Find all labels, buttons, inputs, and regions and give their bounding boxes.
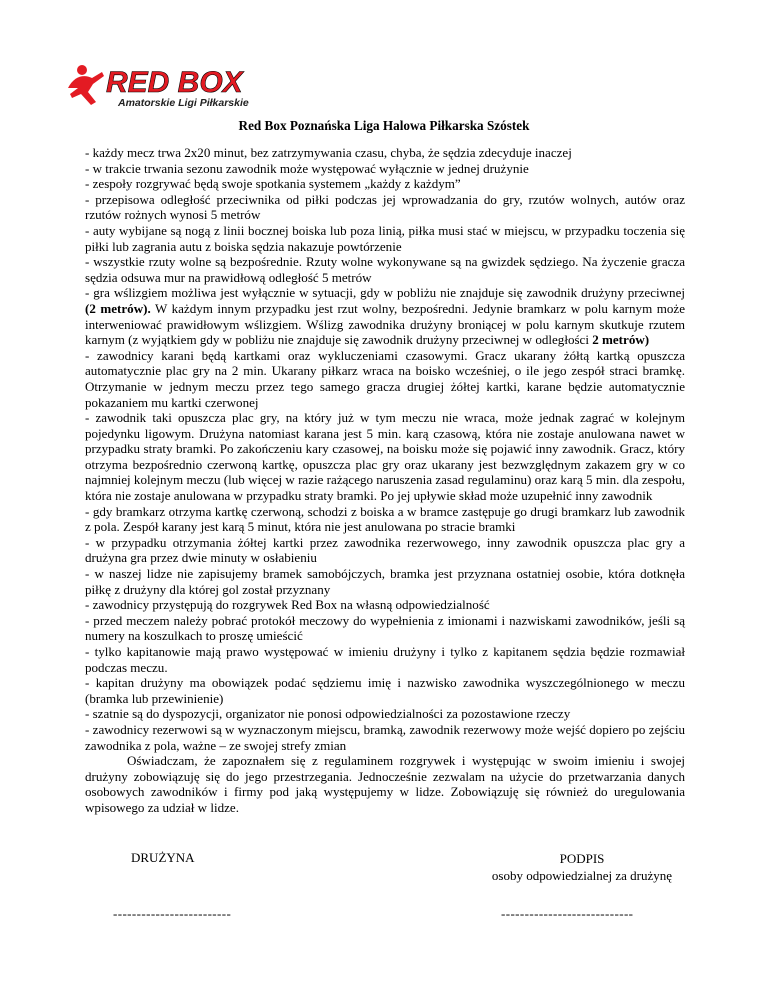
- rule-slide-bold: 2 metrów): [592, 332, 650, 348]
- rule-item: - zawodnik taki opuszcza plac gry, na który już w tym meczu nie wraca, może jednak zagrać w kolejnym pojedynku ligowym. Drużyna natomiast karana jest 5 min. karą czasową, która nie zostaje anulowana nawet w przypadku straty bramki. Po zakończeniu kary czasowej, na boisku może się pojawić inny zawodnik. Gracz, który otrzyma bezpośrednio czerwoną kartkę, opuszcza plac gry oraz ukarany jest bezwzględnym zakazem gry w co najmniej kolejnym meczu (lub więcej w razie rażącego naruszenia zasad regulaminu) oraz karą 5 min. dla zespołu, która nie zostaje anulowana w przypadku straty bramki. Po jej upływie skład może uzupełnić inny zawodnik: [85, 410, 685, 504]
- declaration: Oświadczam, że zapoznałem się z regulaminem rozgrywek i występując w swoim imieniu i swojej drużyny zobowiązuję się do jego przestrzegania. Jednocześnie zezwalam na użycie do przetwarzania danych osobowych zawodników i firmy pod jaką występujemy w lidze. Zobowiązuję się również do uregulowania wpisowego za udział w lidze.: [85, 753, 685, 815]
- rule-item: - w naszej lidze nie zapisujemy bramek samobójczych, bramka jest przyznana ostatniej osobie, która dotknęła piłkę z drużyny dla której gol został przyznany: [85, 566, 685, 597]
- rule-item: - przepisowa odległość przeciwnika od piłki podczas jej wprowadzania do gry, rzutów wolnych, autów oraz rzutów rożnych wynosi 5 metrów: [85, 191, 685, 223]
- rule-slide-text: - gra wślizgiem możliwa jest wyłącznie w sytuacji, gdy w pobliżu nie znajduje się zawodnik drużyny przeciwnej: [85, 285, 685, 301]
- responsible-signature-line: ----------------------------: [501, 906, 634, 921]
- team-signature-line: -------------------------: [113, 906, 232, 921]
- rule-item-slide: [85, 285, 685, 347]
- signature-label: PODPIS: [559, 851, 605, 866]
- svg-text:RED BOX: RED BOX: [106, 66, 243, 99]
- rule-item: - auty wybijane są nogą z linii bocznej boiska lub poza linią, piłka musi stać w miejscu, w przypadku toczenia się piłki lub zagrania autu z boiska sędzia nakazuje powtórzenie: [85, 222, 685, 254]
- rules-body: [85, 145, 685, 816]
- team-label: DRUŻYNA: [131, 850, 195, 865]
- rule-item: - przed meczem należy pobrać protokół meczowy do wypełnienia z imionami i nazwiskami zawodników, jeśli są numery na koszulkach to proszę umieścić: [85, 612, 685, 644]
- signature-sublabel: osoby odpowiedzialnej za drużynę: [491, 868, 673, 883]
- rule-item: - kapitan drużyny ma obowiązek podać sędziemu imię i nazwisko zawodnika wyszczególnionego w meczu (bramka lub przewinienie): [85, 675, 685, 706]
- red-box-logo: [62, 62, 282, 110]
- rule-item: - zawodnicy przystępują do rozgrywek Red Box na własną odpowiedzialność: [85, 597, 490, 613]
- rule-item: - zespoły rozgrywać będą swoje spotkania systemem „każdy z każdym”: [85, 176, 461, 192]
- rule-item: - szatnie są do dyspozycji, organizator nie ponosi odpowiedzialności za pozostawione rzeczy: [85, 706, 571, 722]
- document-title: Red Box Poznańska Liga Halowa Piłkarska Szóstek: [238, 118, 530, 133]
- red-box-logo-graphic: [62, 62, 282, 110]
- rule-item: - tylko kapitanowie mają prawo występować w imieniu drużyny i tylko z kapitanem sędzia będzie rozmawiał podczas meczu.: [85, 644, 685, 675]
- rule-item: - zawodnicy rezerwowi są w wyznaczonym miejscu, bramką, zawodnik rezerwowy może wejść dopiero po zejściu zawodnika z pola, ważne – ze swojej strefy zmian: [85, 721, 685, 753]
- rule-item: - zawodnicy karani będą kartkami oraz wykluczeniami czasowymi. Gracz ukarany żółtą kartką opuszcza automatycznie plac gry na 2 min. Ukarany piłkarz wraca na boisko wcześniej, o ile jego zespół straci bramkę. Otrzymanie w jednym meczu przez tego samego gracza drugiej żółtej kartki, karane będzie automatycznie pokazaniem mu kartki czerwonej: [85, 347, 685, 410]
- rule-item: - w przypadku otrzymania żółtej kartki przez zawodnika rezerwowego, inny zawodnik opuszcza plac gry a drużyna gra przez dwie minuty w osłabieniu: [85, 534, 685, 566]
- rule-item: - każdy mecz trwa 2x20 minut, bez zatrzymywania czasu, chyba, że sędzia zdecyduje inaczej: [85, 145, 572, 160]
- rule-slide-bold: (2 metrów).: [85, 300, 151, 316]
- svg-text:Amatorskie Ligi Piłkarskie: Amatorskie Ligi Piłkarskie: [118, 97, 249, 109]
- rule-slide-text: W każdym innym przypadku jest rzut wolny, bezpośredni. Jedynie bramkarz w polu karnym może interweniować prawidłowym wślizgiem. Wślizg zawodnika drużyny broniącej w polu karnym skutkuje rzutem karnym (z wyjątkiem gdy w pobliżu nie znajduje się zawodnik drużyny przeciwnej w odległości: [85, 300, 685, 348]
- rule-item: - w trakcie trwania sezonu zawodnik może występować wyłącznie w jednej drużynie: [85, 160, 529, 176]
- signature-block: [480, 850, 684, 884]
- rule-item: - gdy bramkarz otrzyma kartkę czerwoną, schodzi z boiska a w bramce zastępuje go drugi bramkarz lub zawodnik z pola. Zespół karany jest karą 5 minut, która nie jest anulowana po stracie bramki: [85, 503, 685, 535]
- rule-item: - wszystkie rzuty wolne są bezpośrednie. Rzuty wolne wykonywane są na gwizdek sędziego. Na życzenie gracza sędzia odsuwa mur na prawidłową odległość 5 metrów: [85, 254, 685, 285]
